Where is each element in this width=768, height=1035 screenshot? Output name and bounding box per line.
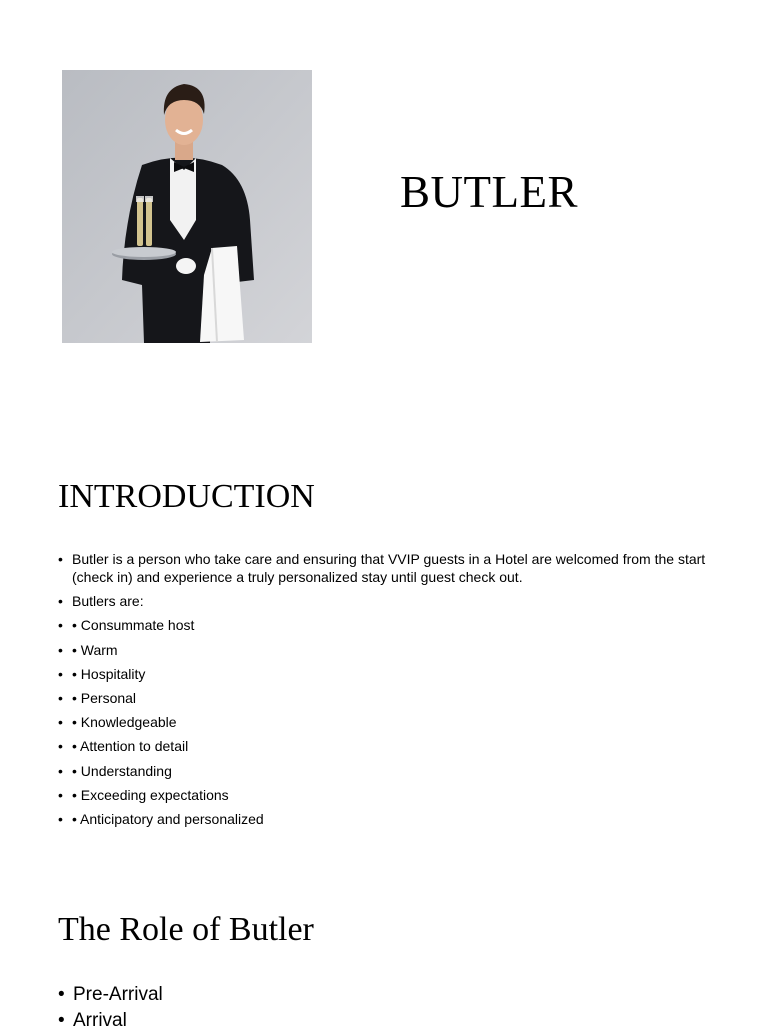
bullet-icon: •	[58, 786, 63, 803]
list-item-text: • Exceeding expectations	[72, 786, 229, 803]
list-item-text: Arrival	[73, 1010, 127, 1031]
bullet-icon: •	[58, 593, 63, 610]
bullet-icon: •	[58, 641, 63, 658]
bullet-icon: •	[58, 738, 63, 755]
list-item	[58, 689, 708, 707]
bullet-icon: •	[58, 762, 63, 779]
list-item-text: • Hospitality	[72, 665, 146, 682]
list-item	[58, 550, 708, 586]
list-item	[58, 737, 708, 755]
bullet-icon: •	[58, 984, 65, 1005]
list-item-text: • Understanding	[72, 762, 172, 779]
introduction-heading: INTRODUCTION	[58, 478, 315, 515]
list-item-text: • Warm	[72, 641, 118, 658]
butler-photo	[62, 70, 312, 343]
bullet-icon: •	[58, 810, 63, 827]
bullet-icon: •	[58, 689, 63, 706]
list-item	[58, 713, 708, 731]
list-item	[58, 616, 708, 634]
list-item-text: • Personal	[72, 689, 137, 706]
list-item	[58, 665, 708, 683]
bullet-icon: •	[58, 551, 63, 567]
list-item-text: • Attention to detail	[72, 738, 189, 755]
bullet-icon: •	[58, 714, 63, 731]
role-heading: The Role of Butler	[58, 911, 314, 948]
list-item-text: • Consummate host	[72, 617, 195, 634]
list-item	[58, 810, 708, 828]
bullet-icon: •	[58, 617, 63, 634]
list-item	[58, 641, 708, 659]
list-item	[58, 762, 708, 780]
bullet-icon: •	[58, 1010, 65, 1031]
list-item	[58, 1009, 708, 1033]
slide-title: BUTLER	[400, 167, 578, 217]
list-item-text: • Anticipatory and personalized	[72, 810, 264, 827]
list-item-text: Pre-Arrival	[73, 984, 163, 1005]
role-list	[58, 983, 708, 1035]
list-item	[58, 786, 708, 804]
list-item-text: • Knowledgeable	[72, 714, 177, 731]
list-item	[58, 592, 708, 610]
list-item-text: Butler is a person who take care and ensuring that VVIP guests in a Hotel are welcomed from the start (check in) and experience a truly personalized stay until guest check out.	[72, 551, 706, 585]
bullet-icon: •	[58, 665, 63, 682]
list-item-text: Butlers are:	[72, 593, 144, 610]
introduction-list	[58, 550, 708, 834]
list-item	[58, 983, 708, 1007]
